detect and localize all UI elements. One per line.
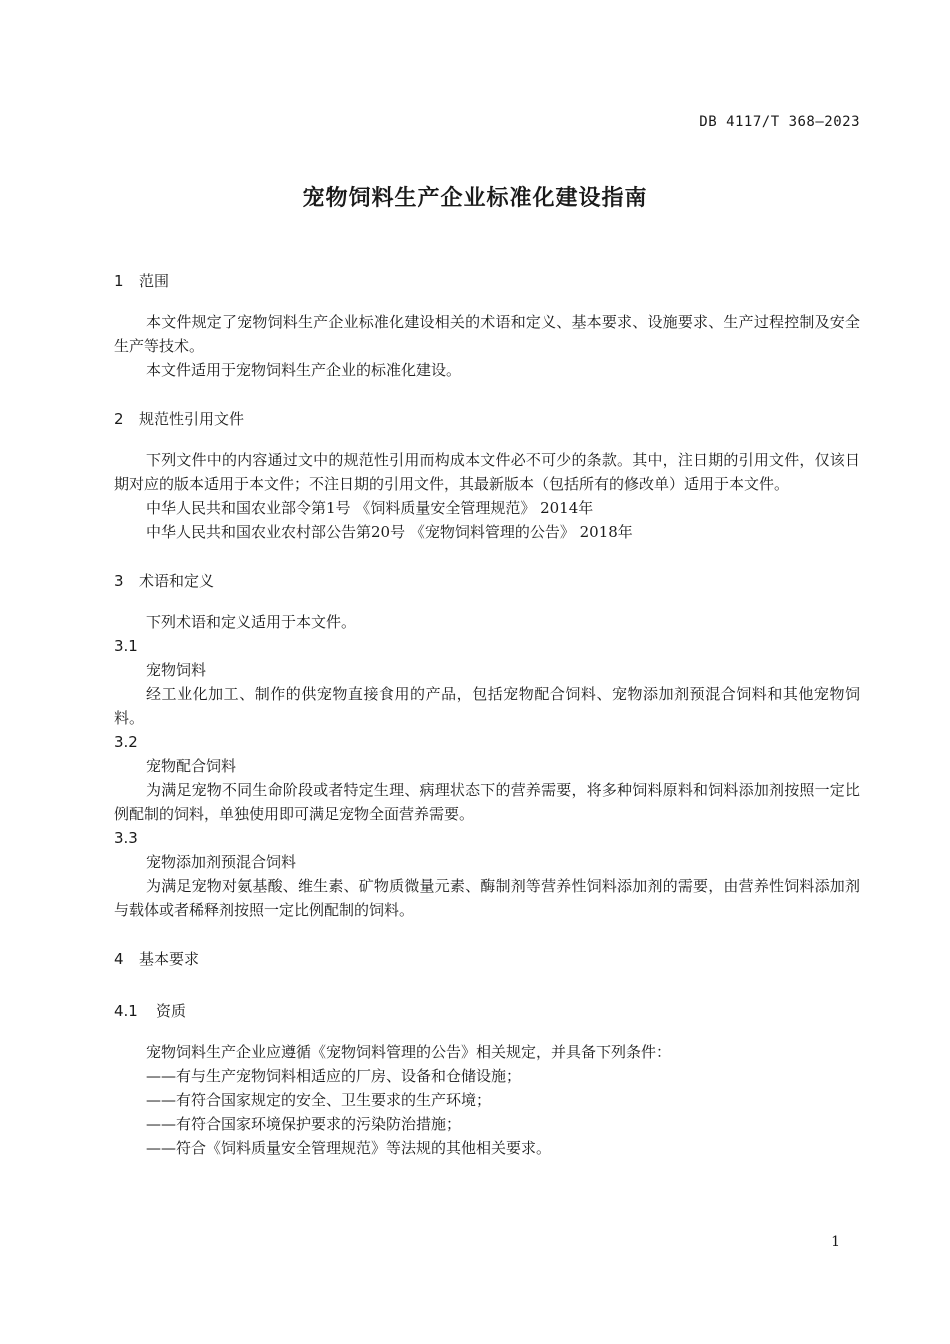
page-number: 1: [831, 1234, 840, 1250]
paragraph: 宠物饲料生产企业应遵循《宠物饲料管理的公告》相关规定，并具备下列条件：: [146, 1043, 672, 1061]
section-heading-normative-references: [114, 404, 860, 434]
subsection-number: 4.1: [114, 1002, 138, 1020]
list-item: ——有符合国家规定的安全、卫生要求的生产环境；: [146, 1091, 492, 1109]
term-number: 3.1: [114, 637, 138, 655]
term-name: 宠物添加剂预混合饲料: [146, 853, 297, 871]
reference-item: 中华人民共和国农业部令第1号 《饲料质量安全管理规范》 2014年: [146, 499, 594, 517]
reference-item: 中华人民共和国农业农村部公告第20号 《宠物饲料管理的公告》 2018年: [146, 523, 633, 541]
list-item: ——有符合国家环境保护要求的污染防治措施；: [146, 1115, 462, 1133]
section-title: 术语和定义: [139, 572, 215, 590]
document-body: [114, 266, 860, 1160]
document-title: 宠物饲料生产企业标准化建设指南: [302, 186, 648, 211]
section-heading-terms: [114, 566, 860, 596]
term-name: 宠物配合饲料: [146, 757, 237, 775]
section-number: 4: [114, 950, 124, 968]
section-heading-basic-requirements: [114, 944, 860, 974]
subsection-title: 资质: [156, 1002, 187, 1020]
subsection-heading-qualification: [114, 996, 860, 1026]
section-number: 3: [114, 572, 124, 590]
section-title: 规范性引用文件: [139, 410, 245, 428]
section-title: 范围: [139, 272, 170, 290]
term-definition: 为满足宠物对氨基酸、维生素、矿物质微量元素、酶制剂等营养性饲料添加剂的需要，由营养性饲料添加剂与载体或者稀释剂按照一定比例配制的饲料。: [114, 877, 860, 919]
paragraph: 本文件适用于宠物饲料生产企业的标准化建设。: [146, 361, 462, 379]
document-code: DB 4117/T 368—2023: [699, 114, 860, 130]
term-definition: 为满足宠物不同生命阶段或者特定生理、病理状态下的营养需要，将多种饲料原料和饲料添加剂按照一定比例配制的饲料，单独使用即可满足宠物全面营养需要。: [114, 781, 860, 823]
paragraph: 本文件规定了宠物饲料生产企业标准化建设相关的术语和定义、基本要求、设施要求、生产过程控制及安全生产等技术。: [114, 313, 860, 355]
term-number: 3.3: [114, 829, 138, 847]
section-title: 基本要求: [139, 950, 200, 968]
term-definition: 经工业化加工、制作的供宠物直接食用的产品，包括宠物配合饲料、宠物添加剂预混合饲料和其他宠物饲料。: [114, 685, 860, 727]
list-item: ——有与生产宠物饲料相适应的厂房、设备和仓储设施；: [146, 1067, 522, 1085]
section-number: 2: [114, 410, 124, 428]
paragraph: 下列文件中的内容通过文中的规范性引用而构成本文件必不可少的条款。其中，注日期的引用文件，仅该日期对应的版本适用于本文件；不注日期的引用文件，其最新版本（包括所有的修改单）适用于本文件。: [114, 451, 860, 493]
paragraph: 下列术语和定义适用于本文件。: [146, 613, 357, 631]
section-heading-scope: [114, 266, 860, 296]
term-number: 3.2: [114, 733, 138, 751]
list-item: ——符合《饲料质量安全管理规范》等法规的其他相关要求。: [146, 1139, 552, 1157]
term-name: 宠物饲料: [146, 661, 207, 679]
section-number: 1: [114, 272, 124, 290]
